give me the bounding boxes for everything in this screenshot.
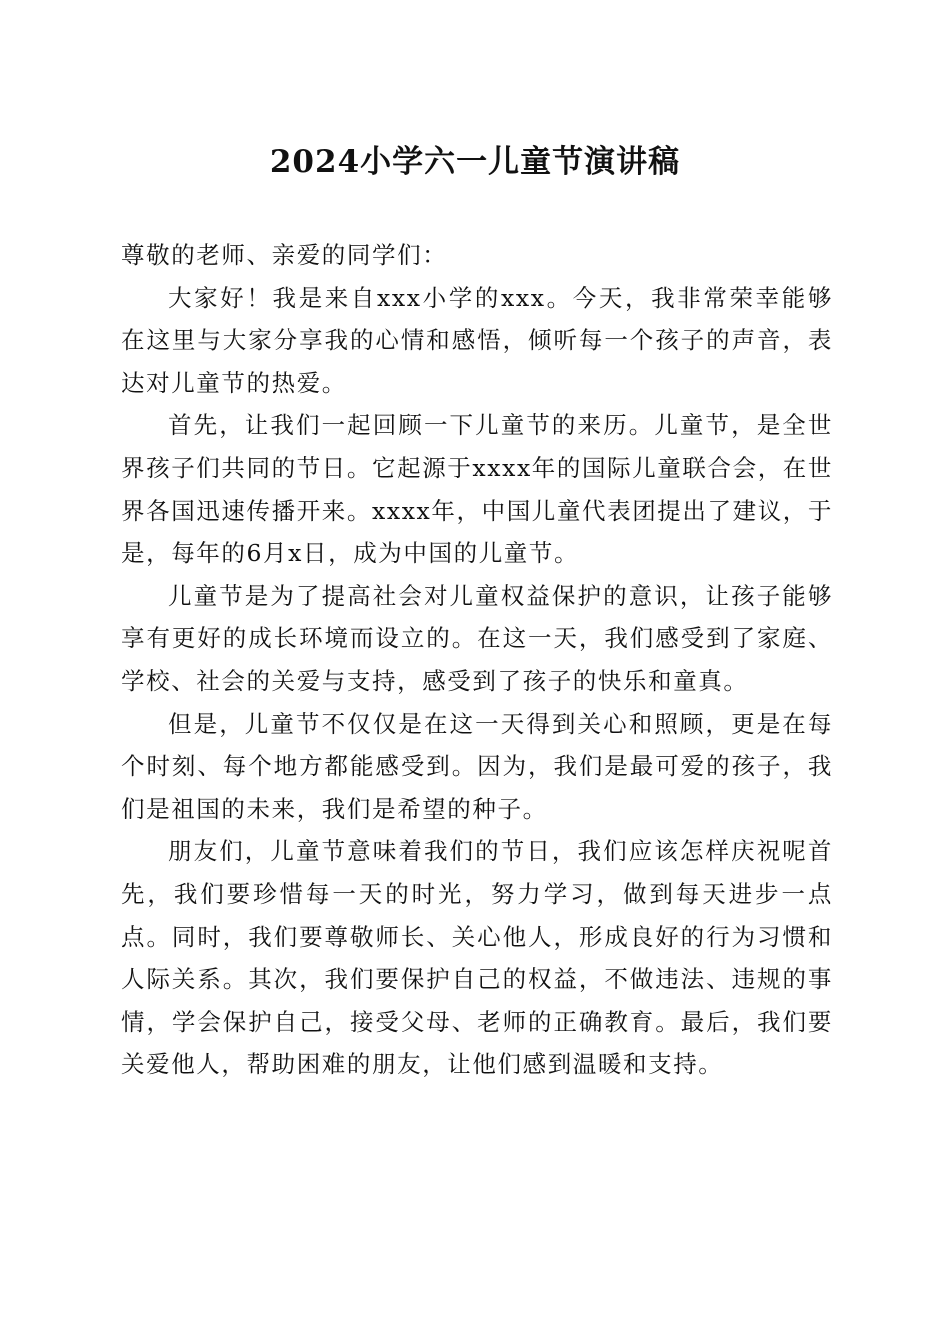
document-title: 2024小学六一儿童节演讲稿 — [269, 144, 681, 180]
salutation: 尊敬的老师、亲爱的同学们： — [121, 241, 448, 269]
paragraph-purpose: 儿童节是为了提高社会对儿童权益保护的意识，让孩子能够享有更好的成长环境而设立的。在这一天，我们感受到了家庭、学校、社会的关爱与支持，感受到了孩子的快乐和童真。 — [121, 581, 833, 695]
paragraph-everyday: 但是，儿童节不仅仅是在这一天得到关心和照顾，更是在每个时刻、每个地方都能感受到。因为，我们是最可爱的孩子，我们是祖国的未来，我们是希望的种子。 — [121, 709, 833, 823]
paragraph-celebration: 朋友们，儿童节意味着我们的节日，我们应该怎样庆祝呢首先，我们要珍惜每一天的时光，努力学习，做到每天进步一点点。同时，我们要尊敬师长、关心他人，形成良好的行为习惯和人际关系。其次，我们要保护自己的权益，不做违法、违规的事情，学会保护自己，接受父母、老师的正确教育。最后，我们要关爱他人，帮助困难的朋友，让他们感到温暖和支持。 — [121, 837, 833, 1079]
paragraph-greeting: 大家好！我是来自xxx小学的xxx。今天，我非常荣幸能够在这里与大家分享我的心情和感悟，倾听每一个孩子的声音，表达对儿童节的热爱。 — [121, 283, 833, 397]
document-body — [121, 234, 833, 1086]
paragraph-history: 首先，让我们一起回顾一下儿童节的来历。儿童节，是全世界孩子们共同的节日。它起源于xxxx年的国际儿童联合会，在世界各国迅速传播开来。xxxx年，中国儿童代表团提出了建议，于是，每年的6月x日，成为中国的儿童节。 — [121, 411, 834, 568]
